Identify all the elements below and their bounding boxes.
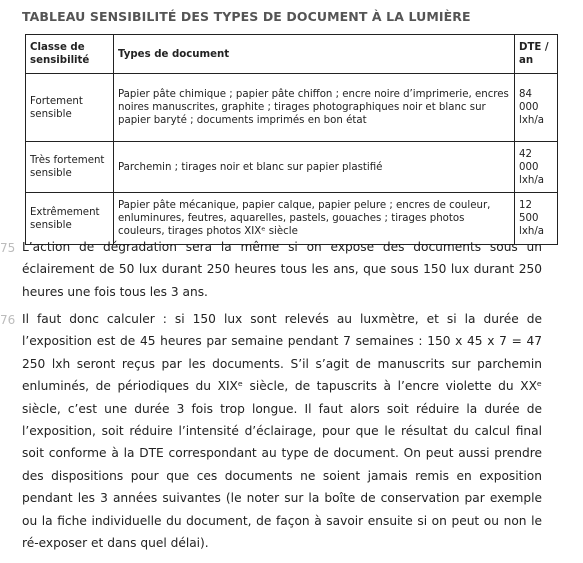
- cell-types: Papier pâte mécanique, papier calque, papier pelure ; encres de couleur, enluminures, feutres, aquarelles, pastels, gouaches ; tirages photos couleurs, tirages photos XIXᵉ siècle: [114, 193, 515, 245]
- paragraph-text: Il faut donc calculer : si 150 lux sont relevés au luxmètre, et si la durée de l’exposition est de 45 heures par semaine pendant 7 semaines : 150 x 45 x 7 = 47 250 lxh seront reçus par les documents. S’il s’agit de manuscrits sur parchemin enluminés, de périodiques du XIXᵉ siècle, de tapuscrits à l’encre violette du XXᵉ siècle, c’est une durée 3 fois trop longue. Il faut alors soit réduire la durée de l’exposition, soit réduire l’intensité d’éclairage, pour que le résultat du calcul final soit conforme à la DTE correspondant au type de document. On peut aussi prendre des dispositions pour que ces documents ne soient jamais remis en exposition pendant les 3 années suivantes (le noter sur la boîte de conservation par exemple ou la fiche individuelle du document, de façon à savoir ensuite si on peut ou non le ré-exposer et dans quel délai).: [22, 312, 542, 551]
- cell-types: Parchemin ; tirages noir et blanc sur papier plastifié: [114, 142, 515, 193]
- cell-dte: 84 000 lxh/a: [515, 74, 558, 142]
- table-row: [26, 74, 558, 142]
- table-row: [26, 142, 558, 193]
- cell-dte: 42 000 lxh/a: [515, 142, 558, 193]
- paragraph-number: 75: [0, 241, 16, 255]
- paragraph-text: L’action de dégradation sera la même si on expose des documents sous un éclairement de 50 lux durant 250 heures tous les ans, que sous 150 lux durant 250 heures une fois tous les 3 ans.: [22, 240, 542, 299]
- column-header-types: Types de document: [114, 35, 515, 74]
- column-header-classe: Classe de sensibilité: [26, 35, 114, 74]
- sensitivity-table: [25, 34, 558, 245]
- paragraph-number: 76: [0, 313, 16, 327]
- table-caption: TABLEAU SENSIBILITÉ DES TYPES DE DOCUMENT À LA LUMIÈRE: [22, 9, 471, 24]
- column-header-dte: DTE / an: [515, 35, 558, 74]
- cell-types: Papier pâte chimique ; papier pâte chiffon ; encre noire d’imprimerie, encres noires manuscrites, graphite ; tirages photographiques noir et blanc sur papier baryté ; documents imprimés en bon état: [114, 74, 515, 142]
- cell-dte: 12 500 lxh/a: [515, 193, 558, 245]
- table-header-row: [26, 35, 558, 74]
- cell-classe: Fortement sensible: [26, 74, 114, 142]
- cell-classe: Très fortement sensible: [26, 142, 114, 193]
- cell-classe: Extrêmement sensible: [26, 193, 114, 245]
